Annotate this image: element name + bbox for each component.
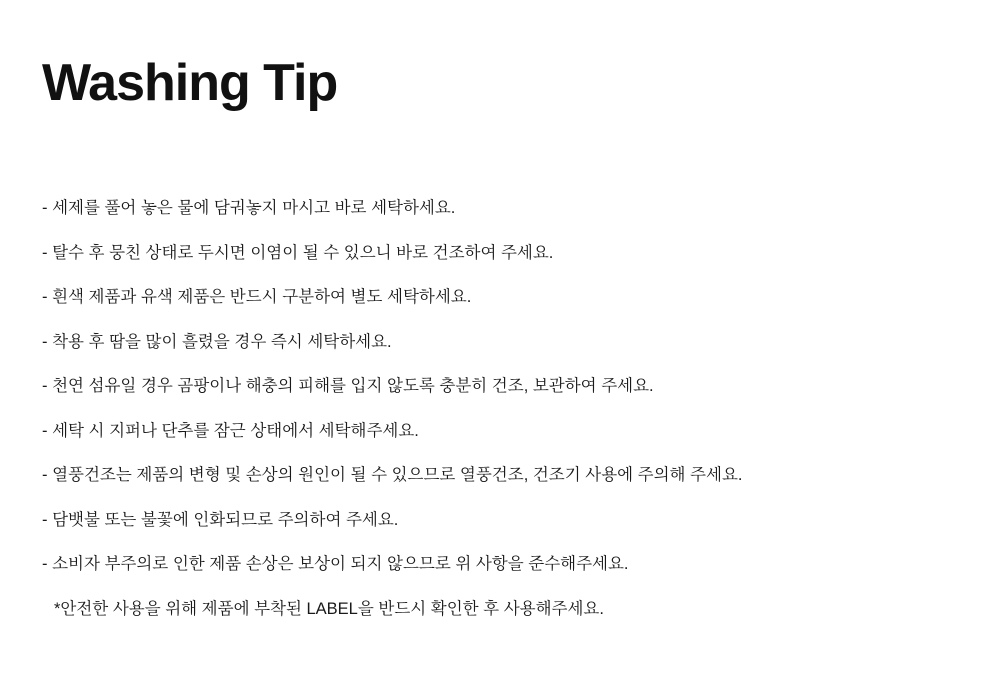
label-check-note: *안전한 사용을 위해 제품에 부착된 LABEL을 반드시 확인한 후 사용해주세요.: [54, 599, 604, 618]
list-item: - 착용 후 땀을 많이 흘렸을 경우 즉시 세탁하세요.: [42, 332, 392, 351]
list-item: - 흰색 제품과 유색 제품은 반드시 구분하여 별도 세탁하세요.: [42, 288, 472, 306]
list-item: - 탈수 후 뭉친 상태로 두시면 이염이 될 수 있으니 바로 건조하여 주세요.: [42, 243, 554, 262]
list-item: - 세탁 시 지퍼나 단추를 잠근 상태에서 세탁해주세요.: [42, 421, 419, 440]
list-item: - 담뱃불 또는 불꽃에 인화되므로 주의하여 주세요.: [42, 510, 399, 529]
page-title: Washing Tip: [42, 54, 338, 112]
list-item: - 열풍건조는 제품의 변형 및 손상의 원인이 될 수 있으므로 열풍건조, 건조기 사용에 주의해 주세요.: [42, 466, 743, 484]
washing-tip-list: [42, 198, 962, 620]
list-item: - 소비자 부주의로 인한 제품 손상은 보상이 되지 않으므로 위 사항을 준수해주세요.: [42, 555, 629, 573]
list-item: - 세제를 풀어 놓은 물에 담궈놓지 마시고 바로 세탁하세요.: [42, 199, 456, 217]
list-item: - 천연 섬유일 경우 곰팡이나 해충의 피해를 입지 않도록 충분히 건조, 보관하여 주세요.: [42, 377, 654, 395]
